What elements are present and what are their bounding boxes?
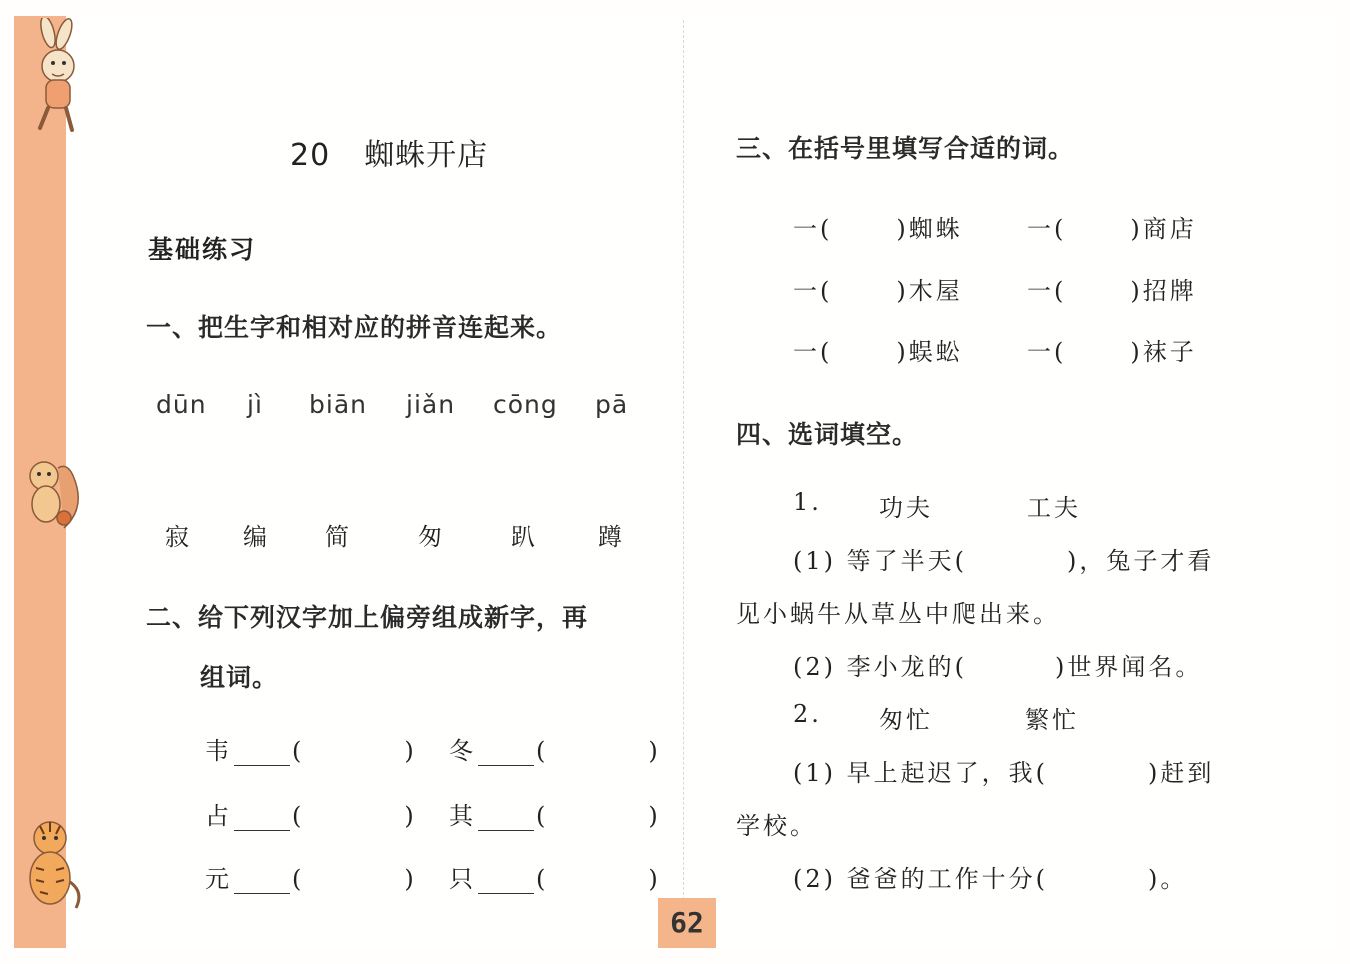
q2-blank-3[interactable] — [478, 810, 534, 831]
q2-row-2-right: 其 ( ) — [449, 802, 661, 830]
q3-row-1-a — [793, 271, 963, 306]
q2-row-3-right: 只 ( ) — [449, 865, 661, 893]
q2-item-1: 冬 — [449, 737, 476, 765]
q3-measure-word: )蜘蛛 — [896, 215, 963, 243]
sentence-text: (2) 李小龙的( — [793, 653, 967, 681]
q3-measure-open: 一( — [793, 215, 833, 243]
sentence-text: )世界闻名。 — [1055, 653, 1203, 681]
q1-char-5[interactable]: 蹲 — [598, 523, 622, 551]
q4-group1-label: 1. — [793, 488, 822, 516]
lesson-number: 20 — [290, 138, 331, 173]
q1-pinyin-1[interactable]: jì — [247, 390, 263, 419]
q4-g1-sentence1 — [793, 541, 1214, 576]
sentence-text: (2) 爸爸的工作十分( — [793, 865, 1048, 893]
q4-group2-word2: 繁忙 — [1025, 706, 1079, 734]
q1-pinyin-3[interactable]: jiǎn — [406, 390, 456, 419]
q2-row-2-left: 占 ( ) — [205, 802, 417, 830]
q2-blank-2[interactable] — [234, 810, 290, 831]
q3-measure-word: )袜子 — [1130, 338, 1197, 366]
q3-row-0-b — [1027, 209, 1197, 244]
q3-measure-open: 一( — [793, 277, 833, 305]
q3-row-1-b — [1027, 271, 1197, 306]
q2-blank-0[interactable] — [234, 745, 290, 766]
q4-g2-sentence1-cont: 学校。 — [736, 812, 817, 840]
rabbit-mascot-icon — [14, 18, 92, 138]
q3-measure-open: 一( — [1027, 277, 1067, 305]
q1-pinyin-2[interactable]: biān — [309, 390, 367, 419]
q2-item-3: 其 — [449, 802, 476, 830]
q2-row-1-left: 韦 ( ) — [205, 737, 417, 765]
q3-measure-open: 一( — [1027, 215, 1067, 243]
sentence-text: (1) 早上起迟了，我( — [793, 759, 1048, 787]
q4-g1-sentence1-cont: 见小蜗牛从草丛中爬出来。 — [736, 600, 1060, 628]
q3-measure-word: )蜈蚣 — [896, 338, 963, 366]
q2-row-3-left: 元 ( ) — [205, 865, 417, 893]
q2-item-2: 占 — [205, 802, 232, 830]
page-number: 62 — [670, 906, 704, 939]
q2-row-1-right: 冬 ( ) — [449, 737, 661, 765]
q2-item-4: 元 — [205, 865, 232, 893]
q1-title: 一、把生字和相对应的拼音连起来。 — [146, 313, 563, 342]
lesson-name: 蜘蛛开店 — [364, 138, 489, 173]
q4-g1-sentence2 — [793, 647, 1202, 682]
q1-char-4[interactable]: 趴 — [511, 523, 535, 551]
q4-group1-word2: 工夫 — [1027, 494, 1081, 522]
q3-row-2-a — [793, 332, 963, 367]
q4-group2-word1: 匆忙 — [879, 706, 933, 734]
q2-blank-5[interactable] — [478, 873, 534, 894]
q2-item-0: 韦 — [205, 737, 232, 765]
q1-pinyin-0[interactable]: dūn — [156, 390, 207, 419]
q4-title: 四、选词填空。 — [736, 420, 919, 449]
q3-measure-open: 一( — [1027, 338, 1067, 366]
sentence-text: )。 — [1148, 865, 1188, 893]
q1-pinyin-4[interactable]: cōng — [493, 390, 558, 419]
squirrel-mascot-icon — [14, 448, 86, 538]
q2-title-line1: 二、给下列汉字加上偏旁组成新字，再 — [146, 603, 589, 632]
q2-blank-1[interactable] — [478, 745, 534, 766]
tiger-mascot-icon — [14, 812, 88, 916]
page-spine-divider — [683, 20, 684, 900]
q3-measure-word: )木屋 — [896, 277, 963, 305]
q1-char-1[interactable]: 编 — [243, 523, 267, 551]
q2-blank-4[interactable] — [234, 873, 290, 894]
q4-group2-label: 2. — [793, 700, 822, 728]
q3-row-0-a — [793, 209, 963, 244]
sentence-text: )赶到 — [1148, 759, 1215, 787]
q3-row-2-b — [1027, 332, 1197, 367]
q3-measure-word: )商店 — [1130, 215, 1197, 243]
sentence-text: )，兔子才看 — [1067, 547, 1215, 575]
lesson-title — [290, 130, 488, 174]
q2-title-line2: 组词。 — [200, 663, 279, 692]
q1-char-2[interactable]: 简 — [325, 523, 349, 551]
q4-group1-word1: 功夫 — [879, 494, 933, 522]
q3-measure-open: 一( — [793, 338, 833, 366]
section-title: 基础练习 — [148, 235, 257, 264]
q2-item-5: 只 — [449, 865, 476, 893]
q1-pinyin-5[interactable]: pā — [595, 390, 629, 419]
q1-char-0[interactable]: 寂 — [165, 523, 189, 551]
q3-measure-word: )招牌 — [1130, 277, 1197, 305]
q4-g2-sentence1 — [793, 753, 1214, 788]
q1-char-3[interactable]: 匆 — [418, 523, 442, 551]
sentence-text: (1) 等了半天( — [793, 547, 967, 575]
q3-title: 三、在括号里填写合适的词。 — [736, 134, 1075, 163]
q4-g2-sentence2 — [793, 859, 1187, 894]
